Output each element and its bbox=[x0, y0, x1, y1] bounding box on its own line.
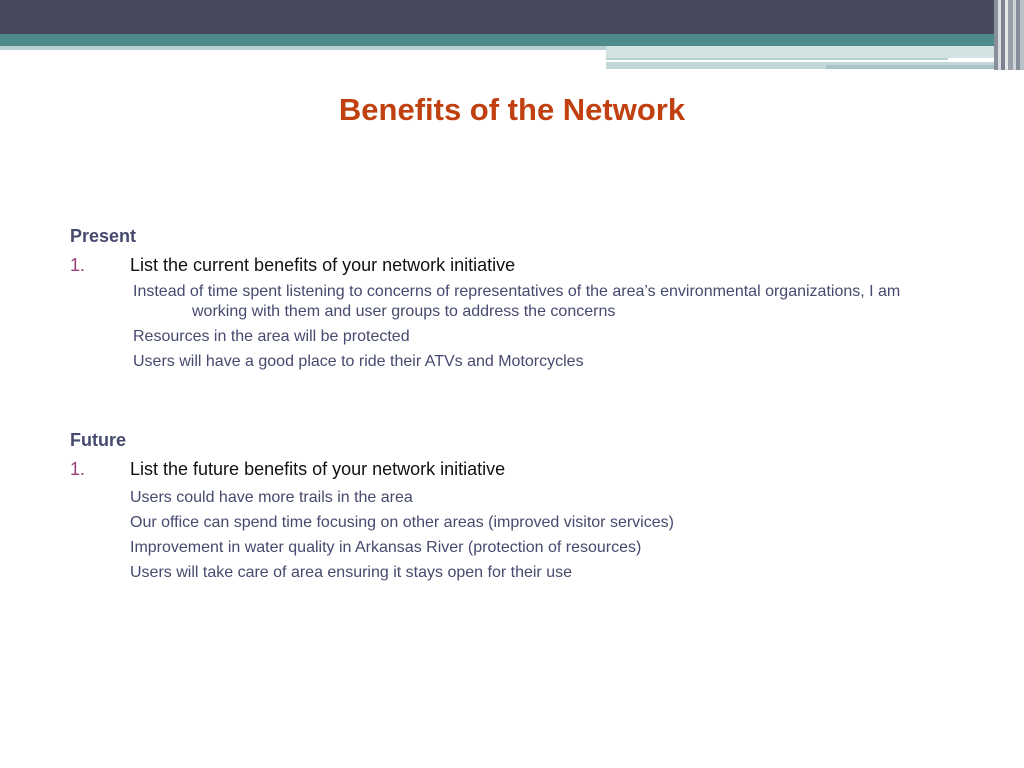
future-subitem: Improvement in water quality in Arkansas River (protection of resources) bbox=[130, 539, 642, 556]
header-band-light-right bbox=[606, 46, 996, 58]
present-subitem-continued: working with them and user groups to address the concerns bbox=[192, 303, 616, 320]
header-band-light-left bbox=[0, 46, 606, 50]
present-item-number: 1. bbox=[70, 255, 86, 275]
present-item: List the current benefits of your network initiative bbox=[130, 255, 516, 275]
present-subitem: Resources in the area will be protected bbox=[133, 328, 410, 345]
future-item-number: 1. bbox=[70, 459, 86, 479]
header-line bbox=[606, 58, 948, 60]
slide-title: Benefits of the Network bbox=[338, 92, 686, 127]
present-subitem: Instead of time spent listening to concerns of representatives of the area’s environmental organizations, I am bbox=[133, 283, 901, 300]
future-subitem: Our office can spend time focusing on other areas (improved visitor services) bbox=[130, 514, 674, 531]
present-subitem: Users will have a good place to ride their ATVs and Motorcycles bbox=[133, 353, 584, 370]
future-heading: Future bbox=[70, 430, 126, 450]
future-item: List the future benefits of your network initiative bbox=[130, 459, 506, 479]
header-stripes bbox=[994, 0, 1024, 70]
header-band-dark bbox=[0, 0, 1024, 34]
header-band-teal bbox=[0, 34, 1024, 46]
future-subitem: Users could have more trails in the area bbox=[130, 489, 413, 506]
future-subitem: Users will take care of area ensuring it stays open for their use bbox=[130, 564, 572, 581]
present-heading: Present bbox=[70, 226, 137, 246]
header-line bbox=[826, 65, 996, 69]
